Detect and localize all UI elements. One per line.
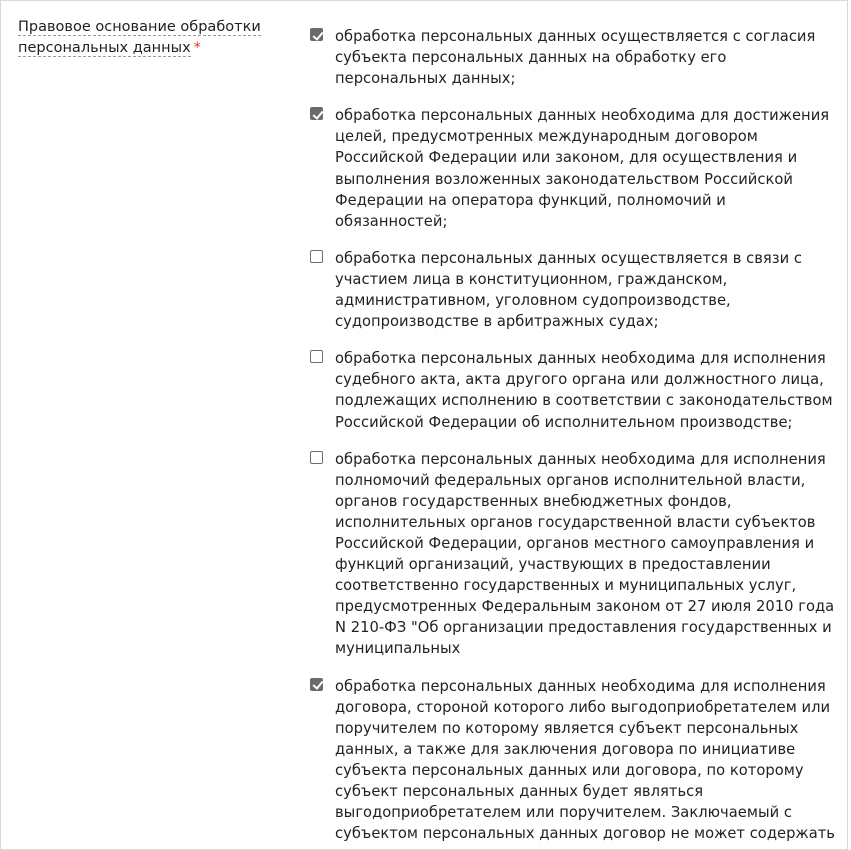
option-4-text: обработка персональных данных необходима для исполнения судебного акта, акта другого органа или должностного лица, подлежащих исполнению в соответствии с законодательством Российской Федерации об исполнительном производстве; [335,350,833,431]
legal-basis-label-text: Правовое основание обработки персональных данных [18,19,261,56]
option-6-text: обработка персональных данных необходима для исполнения договора, стороной которого либо выгодоприобретателем или поручителем по которому является субъект персональных данных, а также для заключения договора по инициативе субъекта персональных данных или договора, по которому субъект персональных данных будет являться выгодоприобретателем или поручителем. Заключаемый с субъектом персональных данных договор не может содержать [335,677,835,843]
checkbox-option-1[interactable] [310,28,323,41]
checkbox-option-3[interactable] [310,250,323,263]
checkbox-option-5[interactable] [310,451,323,464]
legal-basis-options [310,26,840,844]
checkbox-option-6[interactable] [310,678,323,691]
option-1-text: обработка персональных данных осуществляется с согласия субъекта персональных данных на обработку его персональных данных; [335,28,816,88]
legal-basis-label [18,17,278,59]
legal-basis-option-3[interactable] [310,248,840,332]
legal-basis-option-2[interactable] [310,105,840,232]
checkbox-option-4[interactable] [310,350,323,363]
legal-basis-option-1[interactable] [310,26,840,89]
legal-basis-option-5[interactable] [310,449,840,660]
legal-basis-option-6[interactable] [310,676,840,845]
option-2-text: обработка персональных данных необходима для достижения целей, предусмотренных международным договором Российской Федерации или законом, для осуществления и выполнения возложенных законодательством Российской Федерации на оператора функций, полномочий и обязанностей; [335,107,830,230]
checkbox-option-2[interactable] [310,107,323,120]
option-5-text: обработка персональных данных необходима для исполнения полномочий федеральных органов исполнительной власти, органов государственных внебюджетных фондов, исполнительных органов государственной власти субъектов Российской Федерации, органов местного самоуправления и функций организаций, участвующих в предоставлении соответственно государственных и муниципальных услуг, предусмотренных Федеральным законом от 27 июля 2010 года N 210-ФЗ "Об организации предоставления государственных и муниципальных [335,450,835,658]
required-asterisk: * [193,40,201,56]
option-3-text: обработка персональных данных осуществляется в связи с участием лица в конституционном, гражданском, административном, уголовном судопроизводстве, судопроизводстве в арбитражных судах; [335,249,802,331]
legal-basis-option-4[interactable] [310,348,840,432]
